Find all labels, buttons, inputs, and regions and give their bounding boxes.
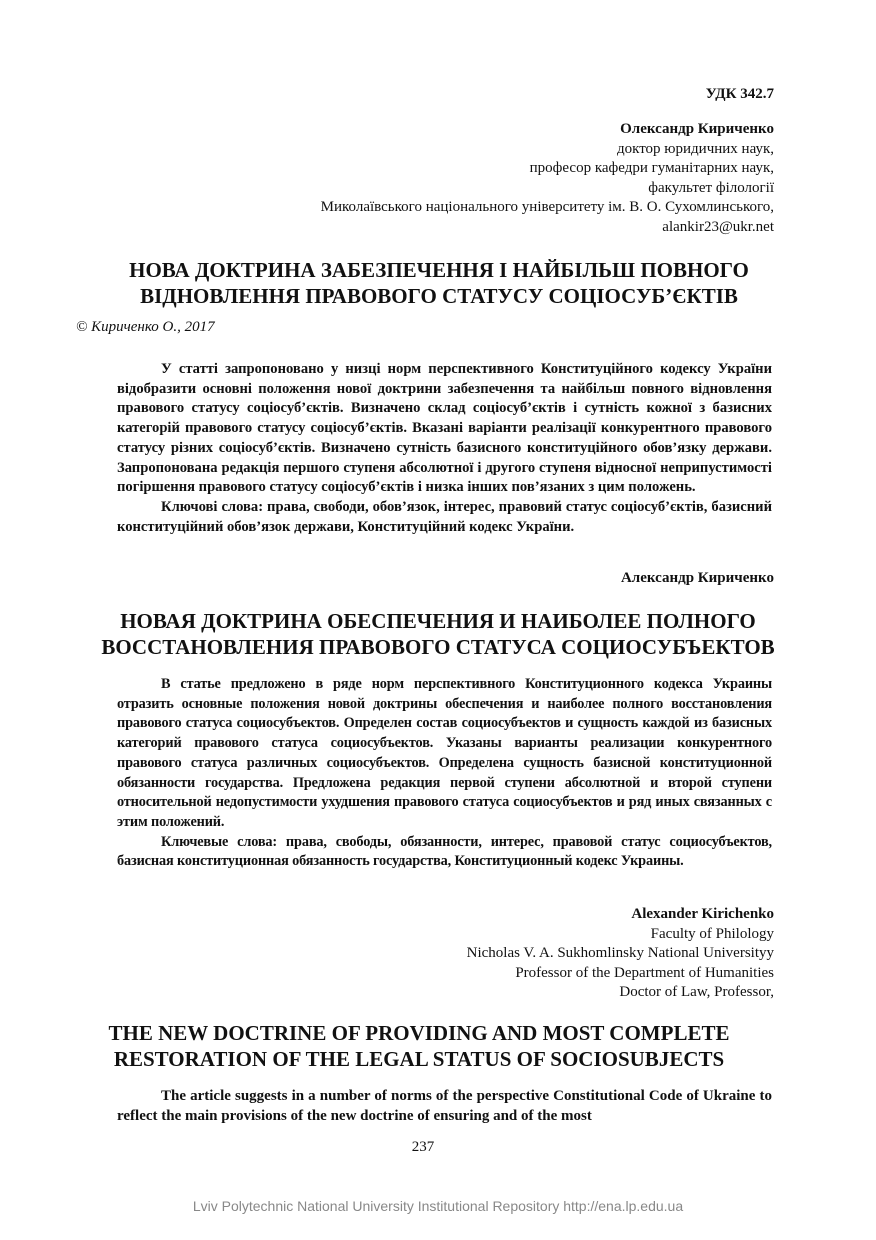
title-en-line-2: RESTORATION OF THE LEGAL STATUS OF SOCIOSUBJECTS (113, 1047, 725, 1071)
title-en (84, 1020, 824, 1072)
page-number: 237 (411, 1139, 435, 1155)
keywords-ru: Ключевые слова: права, свободы, обязанности, интерес, правовой статус социосубъектов, базисная конституционная обязанность государства, Конституционный кодекс Украины. (117, 833, 772, 870)
abstract-en (117, 1086, 772, 1126)
abstract-ua-text: У статті запропоновано у низці норм перспективного Конституційного кодексу України відобразити основні положення нової доктрини забезпечення та найбільш повного відновлення правового статусу соціосуб’єктів. Визначено склад соціосуб’єктів і сутність кожної з базисних категорій правового статусу соціосуб’єктів. Вказані варіанти реалізації конкурентного правового статусу різних соціосуб’єктів. Визначено сутність базисного конституційного обов’язку держави. Запропонована редакція першого ступеня абсолютної і другого ступеня відносної неприпустимості погіршення правового статусу соціосуб’єктів і низка інших пов’язаних з цим положень. (117, 361, 772, 496)
title-en-line-1: THE NEW DOCTRINE OF PROVIDING AND MOST COMPLETE (108, 1021, 730, 1045)
title-ru (80, 608, 796, 660)
keywords-ua: Ключові слова: права, свободи, обов’язок, інтерес, правовий статус соціосуб’єктів, базисний конституційний обов’язок держави, Конституційний кодекс України. (117, 498, 772, 535)
title-ua-line-1: НОВА ДОКТРИНА ЗАБЕЗПЕЧЕННЯ І НАЙБІЛЬШ ПОВНОГО (129, 258, 749, 282)
repository-footer: Lviv Polytechnic National University Institutional Repository http://ena.lp.edu.ua (192, 1198, 684, 1214)
abstract-ua (117, 360, 772, 537)
title-ua (104, 257, 774, 309)
copyright-notice: © Кириченко О., 2017 (76, 319, 215, 335)
title-ru-line-2: ВОССТАНОВЛЕНИЯ ПРАВОВОГО СТАТУСА СОЦИОСУБЪЕКТОВ (101, 635, 775, 659)
title-ua-line-2: ВІДНОВЛЕННЯ ПРАВОВОГО СТАТУСУ СОЦІОСУБ’ЄКТІВ (140, 284, 738, 308)
author-name-en: Alexander Kirichenko (631, 906, 774, 922)
author-name-ua: Олександр Кириченко (620, 121, 774, 137)
abstract-en-text: The article suggests in a number of norms of the perspective Constitutional Code of Ukraine to reflect the main provisions of the new doctrine of ensuring and of the most (117, 1088, 772, 1124)
title-ru-line-1: НОВАЯ ДОКТРИНА ОБЕСПЕЧЕНИЯ И НАИБОЛЕЕ ПОЛНОГО (120, 609, 756, 633)
author-block-en (104, 905, 774, 1003)
author-university-en: Nicholas V. A. Sukhomlinsky National Universityy (466, 945, 774, 961)
author-university-ua: Миколаївського національного університету ім. В. О. Сухомлинського, (320, 199, 774, 215)
author-degree-en: Doctor of Law, Professor, (619, 984, 774, 1000)
author-email: alankir23@ukr.net (662, 218, 774, 235)
author-position-en: Professor of the Department of Humanities (515, 964, 774, 981)
udk-code: УДК 342.7 (705, 86, 774, 102)
author-position-ua: професор кафедри гуманітарних наук, (529, 160, 774, 176)
abstract-ru (117, 675, 772, 872)
author-faculty-ua: факультет філології (648, 179, 774, 196)
author-degree-ua: доктор юридичних наук, (616, 140, 774, 157)
author-faculty-en: Faculty of Philology (650, 925, 774, 942)
author-name-ru: Александр Кириченко (620, 570, 774, 586)
author-block-ua (104, 120, 774, 237)
abstract-ru-text: В статье предложено в ряде норм перспективного Конституционного кодекса Украины отразить основные положения новой доктрины обеспечения и наиболее полного восстановления правового статуса социосубъектов. Определен состав социосубъектов и сущность каждой из базисных категорий правового статуса социосубъектов. Указаны варианты реализации конкурентного правового статуса различных социосубъектов. Определена сущность базисной конституционной обязанности государства. Предложена редакция первой ступени абсолютной и второй ступени относительной недопустимости ухудшения правового статуса социосубъектов и ряд иных связанных с этим положений. (117, 676, 772, 830)
